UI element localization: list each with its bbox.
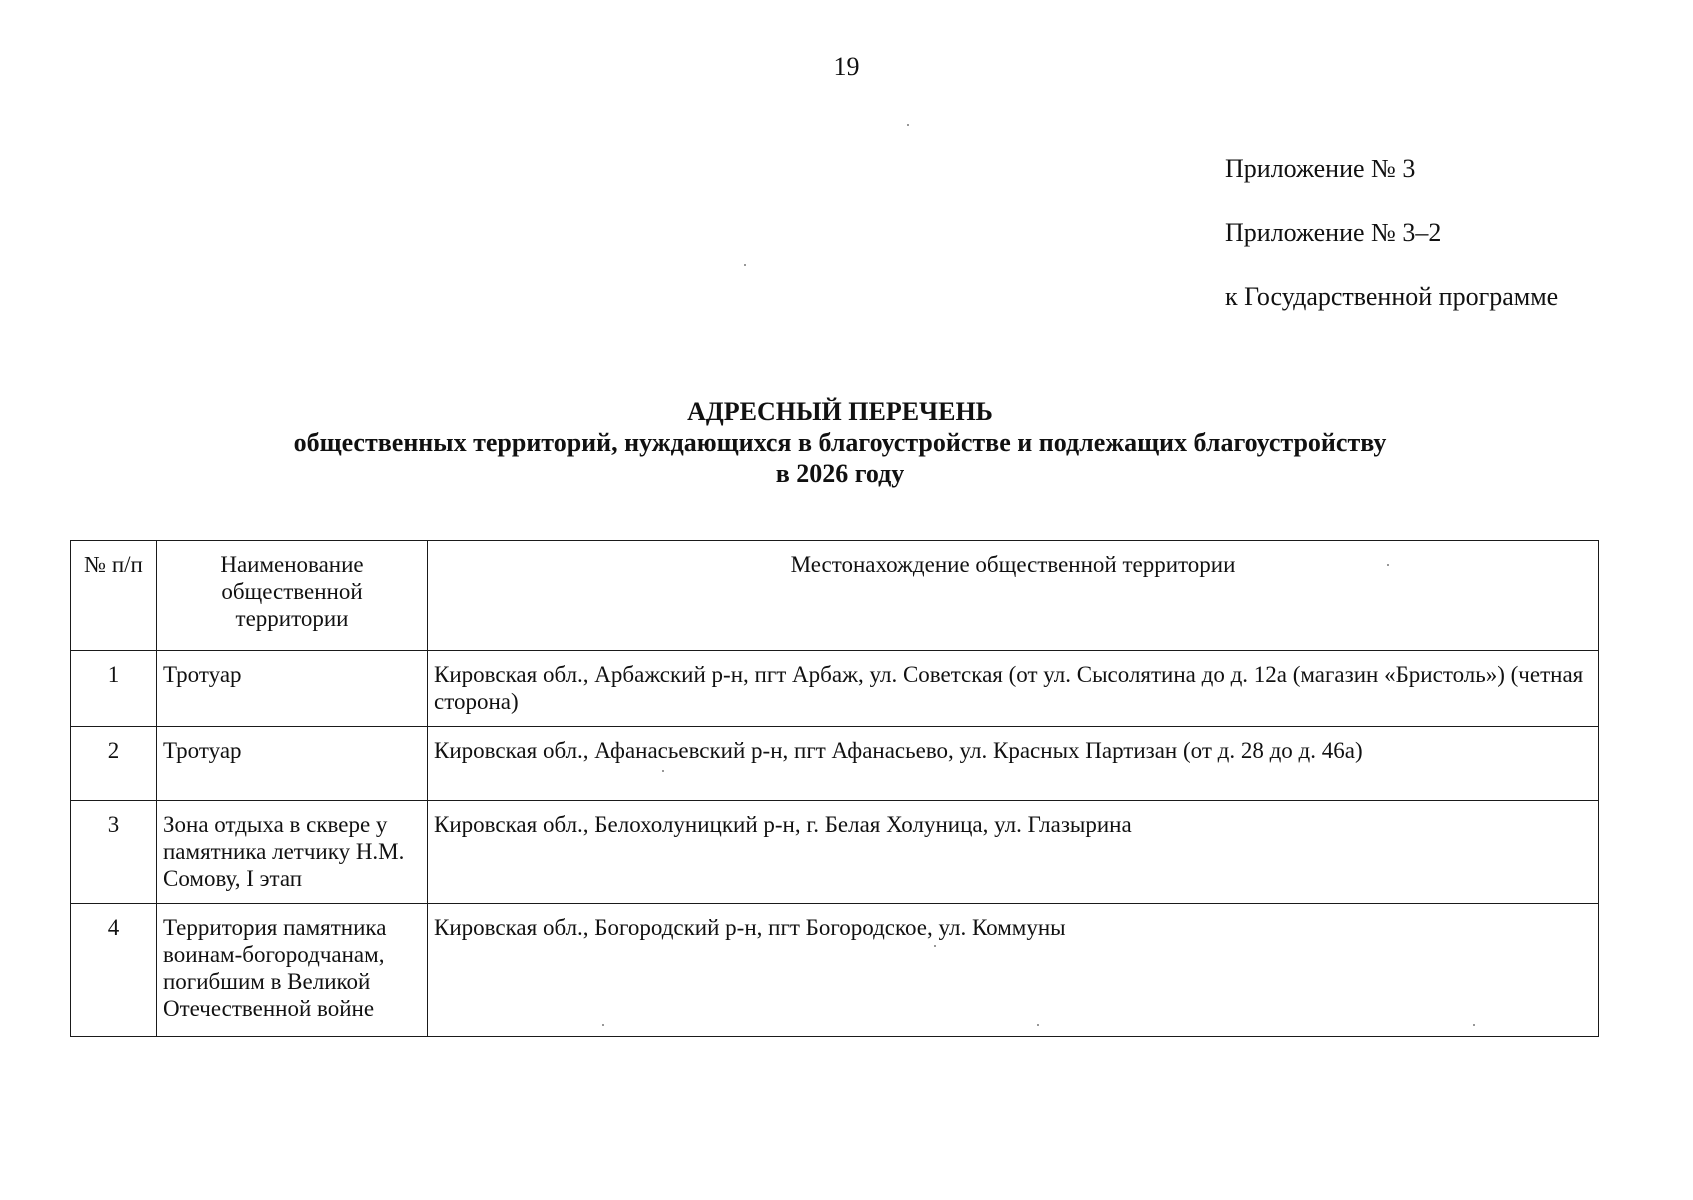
appendix-line: Приложение № 3–2	[1225, 218, 1442, 247]
scan-speck	[744, 264, 746, 266]
cell-location: Кировская обл., Белохолуницкий р-н, г. Белая Холуница, ул. Глазырина	[428, 801, 1599, 904]
scan-speck	[602, 1024, 604, 1026]
cell-num: 4	[71, 904, 157, 1037]
document-title	[0, 396, 1680, 489]
title-line: общественных территорий, нуждающихся в благоустройстве и подлежащих благоустройству	[293, 428, 1387, 457]
cell-name: Зона отдыха в сквере у памятника летчику Н.М. Сомову, I этап	[157, 801, 428, 904]
appendix-block	[1225, 137, 1558, 329]
table-row	[71, 904, 1599, 1037]
cell-num: 1	[71, 651, 157, 727]
cell-name: Тротуар	[157, 727, 428, 801]
scan-speck	[934, 945, 936, 947]
cell-location: Кировская обл., Арбажский р-н, пгт Арбаж, ул. Советская (от ул. Сысолятина до д. 12а (магазин «Бристоль») (четная сторона)	[428, 651, 1599, 727]
header-num: № п/п	[71, 541, 157, 651]
title-line: АДРЕСНЫЙ ПЕРЕЧЕНЬ	[687, 397, 993, 426]
address-list-table	[70, 540, 1599, 1037]
cell-location: Кировская обл., Афанасьевский р-н, пгт Афанасьево, ул. Красных Партизан (от д. 28 до д. 46а)	[428, 727, 1599, 801]
header-name: Наименование общественной территории	[157, 541, 428, 651]
page-number: 19	[833, 52, 860, 81]
header-location: Местонахождение общественной территории	[428, 541, 1599, 651]
table-row	[71, 727, 1599, 801]
table-header-row	[71, 541, 1599, 651]
table-row	[71, 801, 1599, 904]
title-line: в 2026 году	[775, 459, 905, 488]
scan-speck	[1387, 564, 1389, 566]
scan-speck	[662, 770, 664, 772]
cell-name: Территория памятника воинам-богородчанам, погибшим в Великой Отечественной войне	[157, 904, 428, 1037]
table-row	[71, 651, 1599, 727]
cell-name: Тротуар	[157, 651, 428, 727]
cell-location: Кировская обл., Богородский р-н, пгт Богородское, ул. Коммуны	[428, 904, 1599, 1037]
appendix-line: к Государственной программе	[1225, 282, 1559, 311]
cell-num: 2	[71, 727, 157, 801]
cell-num: 3	[71, 801, 157, 904]
scan-speck	[1037, 1024, 1039, 1026]
scan-speck	[1473, 1024, 1475, 1026]
appendix-line: Приложение № 3	[1225, 154, 1416, 183]
scan-speck	[907, 124, 909, 126]
